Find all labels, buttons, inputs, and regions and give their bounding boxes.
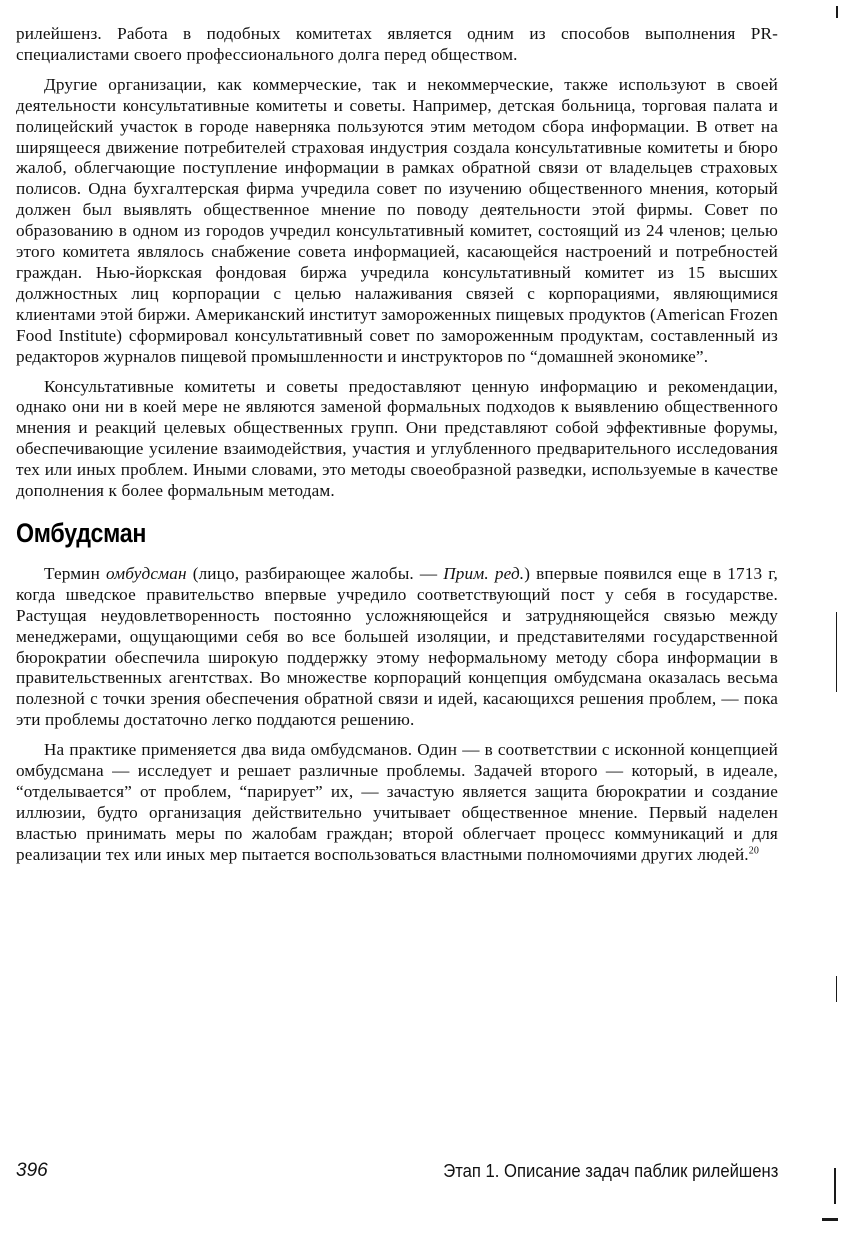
paragraph-advisory-value: Консультативные комитеты и советы предоставляют ценную информацию и рекомендации, однако они ни в коей мере не являются заменой формальных подходов к выявлению общественного мнения и реакций целевых общественных групп. Они представляют собой эффективные форумы, обеспечивающие усиление взаимодействия, участия и углубленного предварительного исследования тех или иных проблем. Иными словами, это методы своеобразной разведки, используемые в качестве дополнения к более формальным методам.: [16, 376, 778, 501]
paragraph-ombudsman-origin: [16, 564, 778, 731]
page-footer: [16, 1158, 778, 1184]
text-run: ) впервые появился еще в 1713 г, когда шведское правительство впервые учредило соответствующий пост у себя в государстве. Растущая неудовлетворенность постоянно усложняющейся и затрудняющейся связью между менеджерами, ощущающими себя во все большей изоляции, и представителями государственной бюрократии обеспечила широкую поддержку этому неформальному методу сбора информации в правительственных агентствах. Во множестве корпораций концепция омбудсмана оказалась весьма полезной с точки зрения обеспечения обратной связи и идей, касающихся решения проблем, — пока эти проблемы достаточно легко поддаются решению.: [16, 563, 778, 730]
paragraph-continuation: рилейшенз. Работа в подобных комитетах является одним из способов выполнения PR-специалистами своего профессионального долга перед обществом.: [16, 24, 778, 64]
paragraph-advisory-committees: Другие организации, как коммерческие, так и некоммерческие, также используют в своей деятельности консультативные комитеты и советы. Например, детская больница, торговая палата и полицейский участок в городе наверняка пользуются этим методом сбора информации. В ответ на ширящееся движение потребителей страховая индустрия создала консультативные комитеты и бюро жалоб, облегчающие поступление информации в рамках обратной связи от владельцев страховых полисов. Одна бухгалтерская фирма учредила совет по изучению общественного мнения, который должен был выявлять общественное мнение по поводу деятельности этой фирмы. Совет по образованию в одном из городов учредил консультативный комитет, состоящий из 24 членов; целью этого комитета являлось снабжение совета информацией, касающейся настроений и потребностей граждан. Нью-йоркская фондовая биржа учредила консультативный комитет из 15 высших должностных лиц корпорации с целью налаживания связей с корпорациями, являющимися клиентами этой биржи. Американский институт замороженных пищевых продуктов (American Frozen Food Institute) сформировал консультативный совет по замороженным продуктам, составленный из редакторов журналов пищевой промышленности и инструкторов по “домашней экономике”.: [16, 74, 778, 366]
paragraph-ombudsman-types: [16, 740, 778, 865]
text-run: На практике применяется два вида омбудсманов. Один — в соответствии с исконной концепцией омбудсмана — исследует и решает различные проблемы. Задачей второго — который, в идеале, “отделывается” от проблем, “парирует” их, — зачастую является защита бюрократии и создание иллюзии, будто организация действительно учитывает общественное мнение. Первый наделен властью принимать меры по жалобам граждан; второй облегчает процесс коммуникаций и для реализации тех или иных мер пытается воспользоваться властными полномочиями других людей.: [16, 740, 778, 864]
section-heading: Омбудсман: [16, 517, 147, 548]
term-ombudsman: омбудсман: [106, 563, 187, 583]
scan-edge-mark: [836, 976, 837, 1002]
page-number: 396: [16, 1160, 48, 1181]
scan-edge-mark: [822, 1218, 838, 1221]
footnote-reference: 20: [748, 844, 760, 856]
running-head: Этап 1. Описание задач паблик рилейшенз: [442, 1160, 778, 1181]
text-run: Термин: [44, 563, 106, 583]
page-body: [16, 24, 778, 866]
scan-edge-mark: [834, 1168, 836, 1204]
editor-note: Прим. ред.: [443, 563, 525, 583]
text-run: (лицо, разбирающее жалобы. —: [186, 563, 444, 583]
scan-edge-mark: [836, 612, 837, 692]
scan-edge-mark: [836, 6, 838, 18]
